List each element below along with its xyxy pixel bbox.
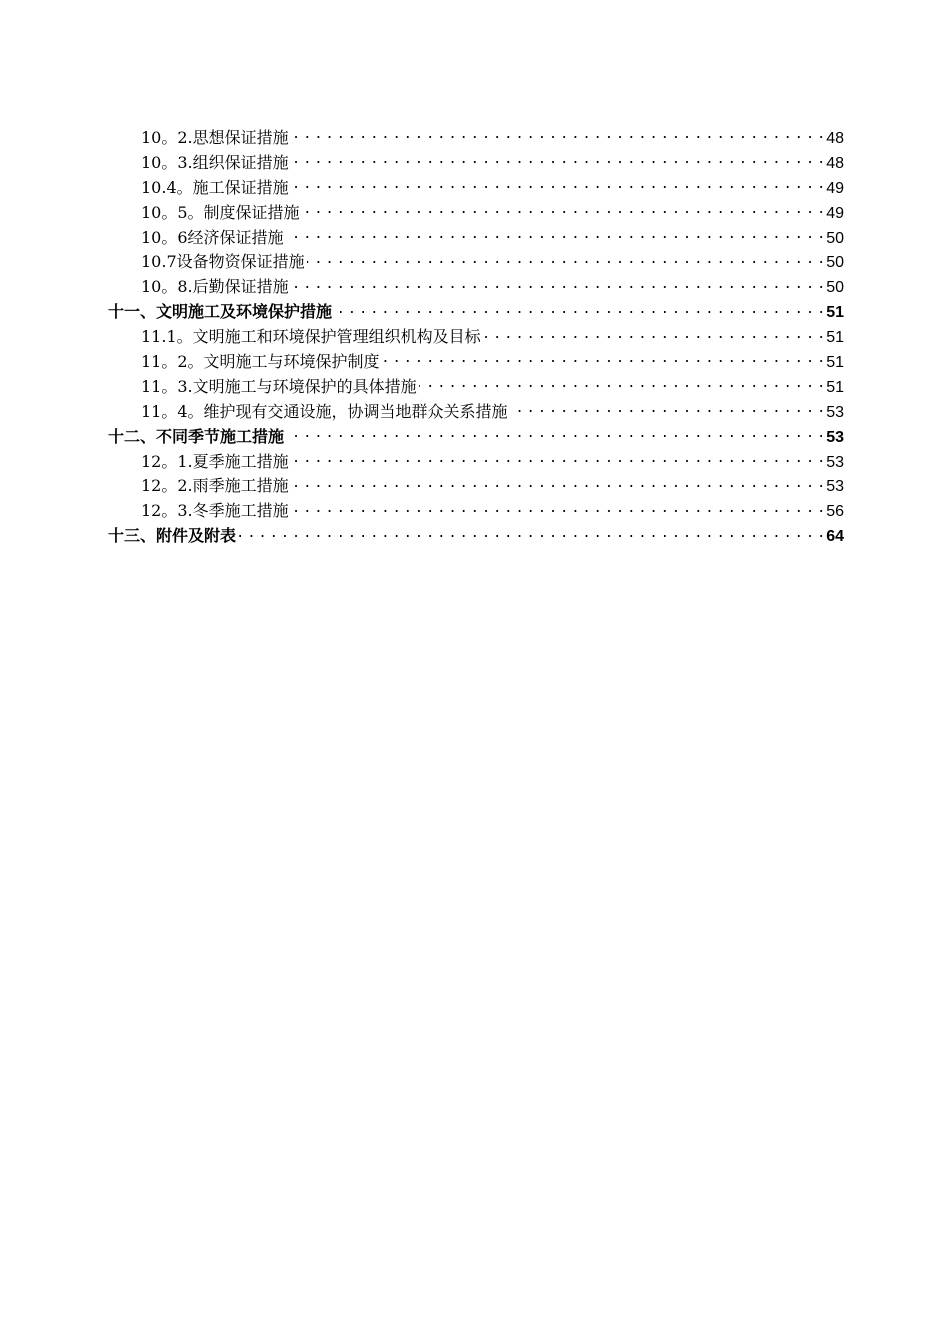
toc-leader-dots (291, 475, 825, 491)
toc-entry[interactable] (108, 450, 844, 475)
toc-entry-page: 48 (826, 130, 844, 147)
toc-entry[interactable] (108, 375, 844, 400)
toc-entry-title: 10。2.思想保证措施 (141, 128, 289, 147)
toc-leader-dots (291, 127, 825, 143)
toc-entry-title: 10。3.组织保证措施 (141, 152, 289, 172)
toc-entry[interactable] (108, 275, 844, 300)
toc-leader-dots (286, 227, 825, 243)
toc-leader-dots (286, 426, 824, 442)
toc-chapter-page: 53 (826, 428, 844, 446)
toc-entry-title: 11。3.文明施工与环境保护的具体措施 (141, 376, 417, 396)
toc-entry-title: 11.1。文明施工和环境保护管理组织机构及目标 (141, 327, 481, 347)
toc-entry[interactable] (108, 325, 844, 350)
toc-entry-title: 10。8.后勤保证措施 (141, 277, 289, 297)
toc-chapter-title: 十一、文明施工及环境保护措施 (108, 302, 333, 322)
toc-leader-dots (483, 326, 825, 342)
toc-entry-title: 12。3.冬季施工措施 (141, 501, 289, 521)
toc-entry-title: 10。5。制度保证措施 (141, 202, 300, 222)
toc-chapter[interactable] (108, 524, 844, 549)
toc-entry-title: 11。4。维护现有交通设施，协调当地群众关系措施 (141, 401, 508, 421)
toc-entry-page: 53 (826, 478, 844, 496)
toc-chapter-page: 51 (826, 304, 844, 322)
toc-chapter-title: 十三、附件及附表 (108, 526, 237, 546)
toc-entry-page: 48 (826, 154, 844, 172)
toc-entry-title: 10.4。施工保证措施 (141, 177, 289, 197)
toc-chapter-title: 十二、不同季节施工措施 (108, 426, 285, 446)
toc-entry-page: 51 (826, 354, 844, 372)
toc-entry-title: 12。1.夏季施工措施 (141, 451, 289, 471)
toc-entry[interactable] (108, 474, 844, 499)
toc-entry[interactable] (108, 226, 844, 251)
toc-entry-title: 10.7设备物资保证措施 (141, 252, 305, 272)
toc-entry[interactable] (108, 400, 844, 425)
toc-entry[interactable] (108, 499, 844, 524)
toc-entry-page: 53 (826, 403, 844, 421)
toc-entry[interactable] (108, 350, 844, 375)
toc-entry[interactable] (108, 126, 844, 151)
toc-chapter[interactable] (108, 425, 844, 450)
toc-entry-page: 51 (826, 329, 844, 347)
toc-entry-page: 56 (826, 503, 844, 521)
toc-entry-page: 53 (826, 453, 844, 471)
toc-entry[interactable] (108, 250, 844, 275)
toc-entry[interactable] (108, 151, 844, 176)
toc-leader-dots (238, 525, 824, 541)
toc-chapter[interactable] (108, 300, 844, 325)
toc-entry-page: 49 (826, 204, 844, 222)
toc-entry[interactable] (108, 201, 844, 226)
toc-leader-dots (291, 500, 825, 516)
toc-leader-dots (291, 276, 825, 292)
toc-leader-dots (419, 376, 825, 392)
toc-leader-dots (510, 401, 825, 417)
toc-entry-title: 10。6经济保证措施 (141, 227, 284, 247)
toc-leader-dots (291, 177, 825, 193)
toc-entry[interactable] (108, 176, 844, 201)
toc-leader-dots (382, 351, 825, 367)
toc-entry-page: 50 (826, 279, 844, 297)
toc-entry-page: 49 (826, 179, 844, 197)
toc-entry-page: 50 (826, 254, 844, 272)
toc-leader-dots (302, 202, 825, 218)
table-of-contents (108, 126, 844, 549)
toc-entry-page: 51 (826, 378, 844, 396)
toc-leader-dots (307, 251, 825, 267)
toc-leader-dots (291, 152, 825, 168)
toc-leader-dots (291, 451, 825, 467)
toc-leader-dots (334, 301, 824, 317)
toc-entry-title: 11。2。文明施工与环境保护制度 (141, 352, 380, 372)
toc-entry-page: 50 (826, 229, 844, 247)
toc-chapter-page: 64 (826, 528, 844, 546)
toc-entry-title: 12。2.雨季施工措施 (141, 476, 289, 496)
